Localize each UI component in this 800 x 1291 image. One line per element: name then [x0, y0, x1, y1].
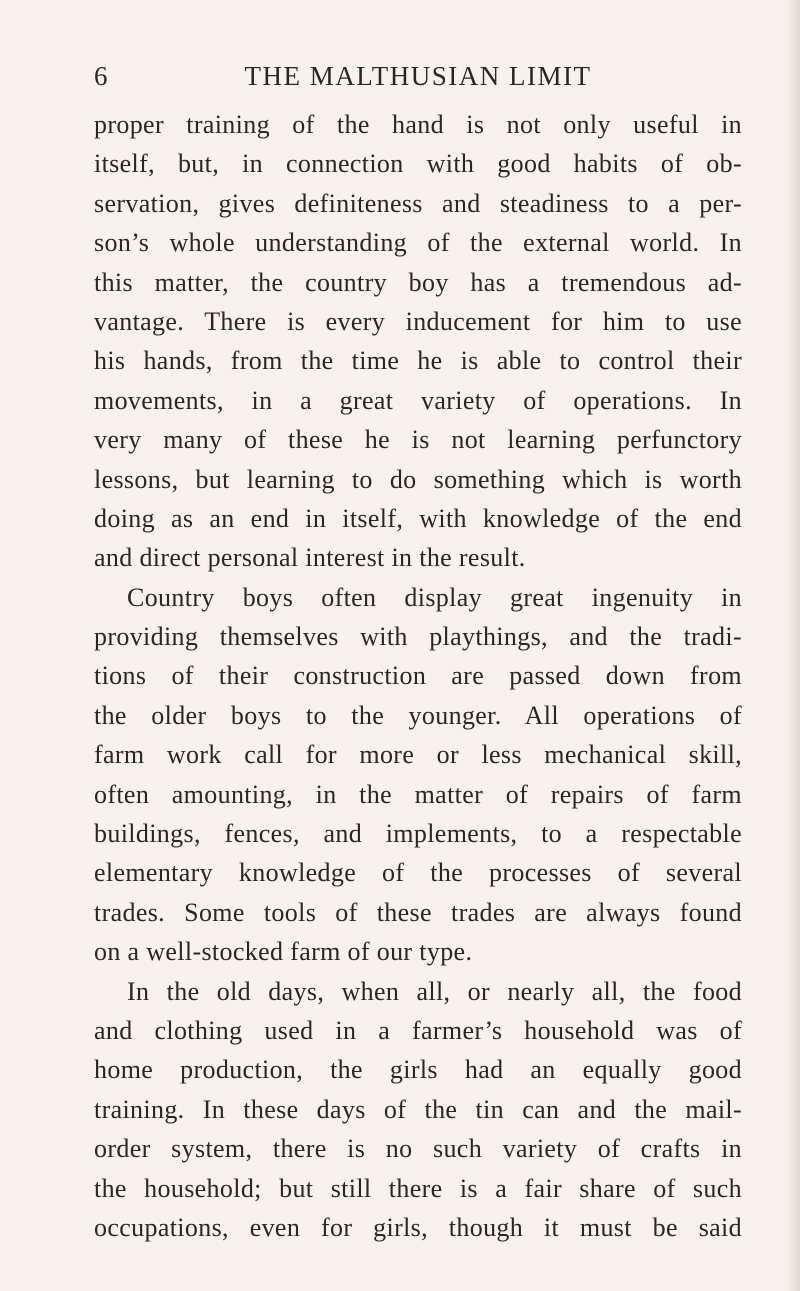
text-line: providing themselves with playthings, and the tradi-: [94, 622, 742, 652]
text-line: Country boys often display great ingenuity in: [127, 582, 742, 612]
text-line: farm work call for more or less mechanical skill,: [94, 740, 742, 770]
text-line: this matter, the country boy has a tremendous ad-: [94, 267, 742, 297]
text-line: training. In these days of the tin can and the mail-: [94, 1094, 742, 1124]
text-line: servation, gives definiteness and steadiness to a per-: [94, 188, 742, 218]
text-line: son’s whole understanding of the external world. In: [94, 228, 742, 258]
text-line: often amounting, in the matter of repairs of farm: [94, 779, 742, 809]
running-title: THE MALTHUSIAN LIMIT: [244, 61, 592, 91]
text-line: on a well-stocked farm of our type.: [94, 937, 473, 967]
text-line: home production, the girls had an equally good: [94, 1055, 742, 1085]
page-edge-shadow: [786, 0, 800, 1291]
text-line: and direct personal interest in the result.: [94, 543, 526, 573]
text-line: order system, there is no such variety of crafts in: [94, 1134, 742, 1164]
text-line: lessons, but learning to do something which is worth: [94, 464, 742, 494]
text-line: proper training of the hand is not only useful in: [94, 110, 742, 139]
text-line: occupations, even for girls, though it must be said: [94, 1212, 742, 1242]
text-line: itself, but, in connection with good habits of ob-: [94, 149, 742, 179]
text-line: elementary knowledge of the processes of several: [94, 858, 742, 888]
text-line: the older boys to the younger. All operations of: [94, 700, 742, 730]
text-line: his hands, from the time he is able to control their: [94, 346, 742, 376]
text-line: the household; but still there is a fair share of such: [94, 1173, 742, 1203]
text-line: very many of these he is not learning perfunctory: [94, 425, 742, 455]
text-line: movements, in a great variety of operations. In: [94, 385, 742, 415]
text-line: and clothing used in a farmer’s household was of: [94, 1015, 742, 1045]
body-text: [94, 105, 742, 1247]
page-number: 6: [94, 61, 108, 91]
text-line: In the old days, when all, or nearly all, the food: [127, 976, 742, 1006]
text-line: vantage. There is every inducement for him to use: [94, 306, 742, 336]
text-line: buildings, fences, and implements, to a respectable: [94, 819, 742, 849]
text-line: trades. Some tools of these trades are always found: [94, 897, 742, 927]
text-line: tions of their construction are passed down from: [94, 661, 742, 691]
text-line: doing as an end in itself, with knowledge of the end: [94, 503, 742, 533]
running-head: [94, 58, 742, 94]
